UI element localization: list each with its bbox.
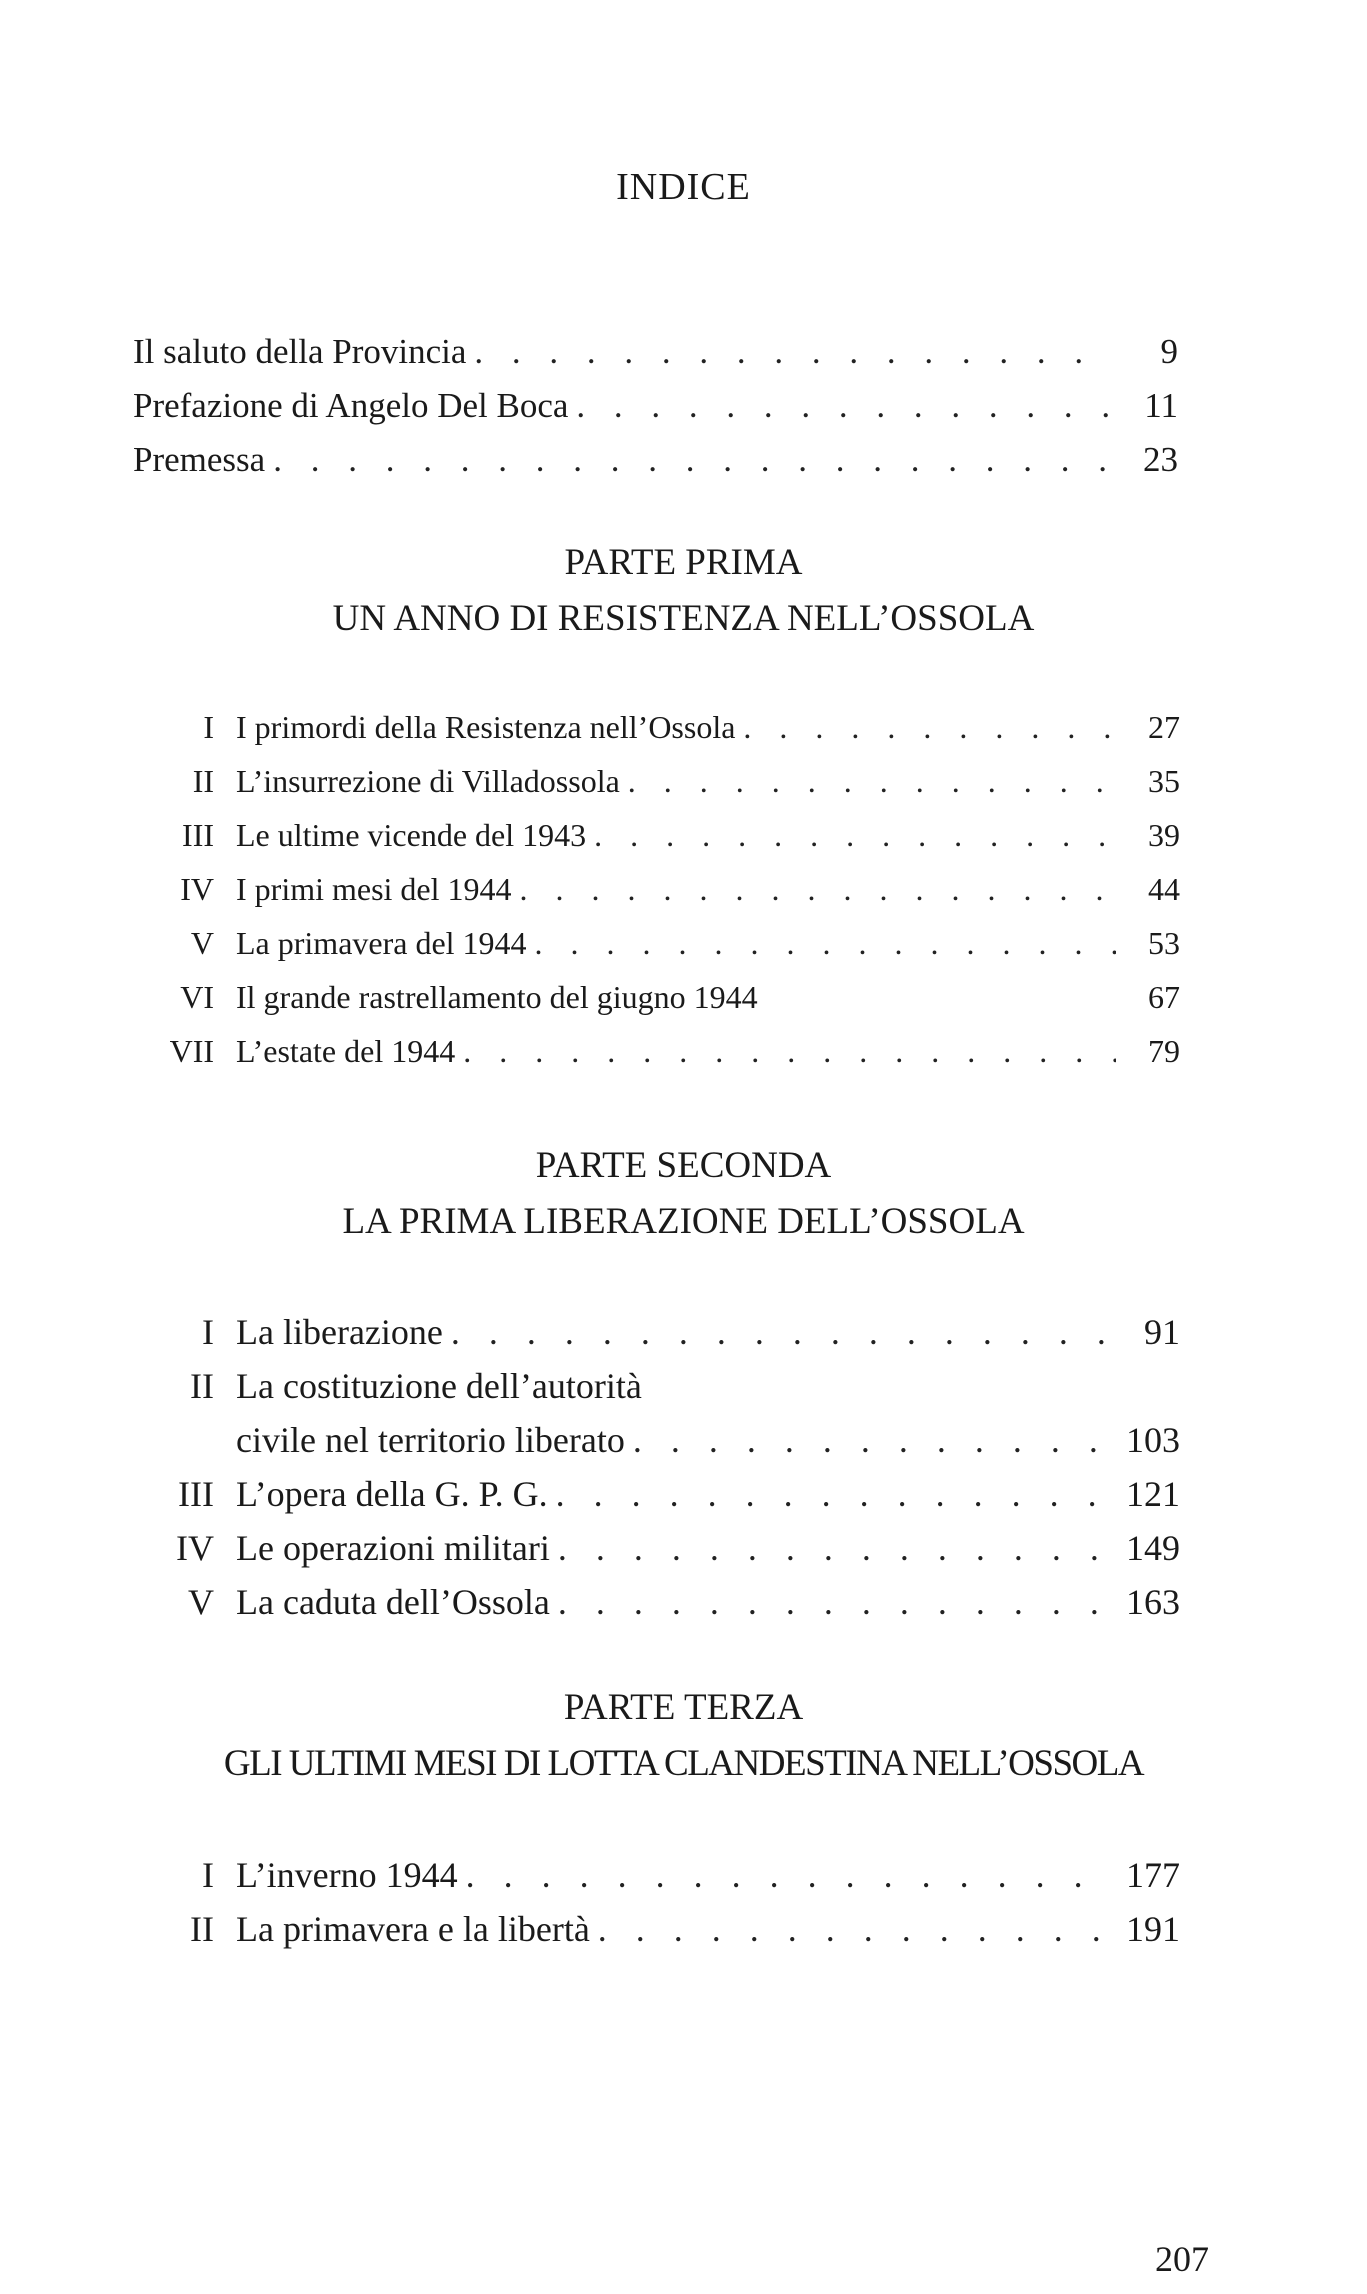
chapter-entry[interactable] bbox=[130, 1024, 1180, 1078]
dot-leader bbox=[535, 916, 1116, 970]
chapter-entry[interactable] bbox=[130, 916, 1180, 970]
chapter-number: IV bbox=[176, 1528, 214, 1568]
page-number: 207 bbox=[1155, 2239, 1209, 2279]
part-two-chapters bbox=[130, 1305, 1180, 1629]
chapter-title: L’opera della G. P. G. bbox=[236, 1474, 548, 1514]
dot-leader bbox=[273, 433, 1114, 487]
chapter-entry[interactable] bbox=[130, 1359, 1180, 1413]
chapter-title: I primi mesi del 1944 bbox=[236, 871, 512, 907]
chapter-entry[interactable] bbox=[130, 1848, 1180, 1902]
part-subtitle: LA PRIMA LIBERAZIONE DELL’OSSOLA bbox=[342, 1201, 1025, 1242]
dot-leader bbox=[633, 1413, 1110, 1467]
chapter-entry[interactable] bbox=[130, 862, 1180, 916]
chapter-title: L’insurrezione di Villadossola bbox=[236, 763, 620, 799]
chapter-page: 163 bbox=[1126, 1582, 1180, 1622]
part-one-heading bbox=[0, 535, 1367, 647]
chapter-title-line2: civile nel territorio liberato bbox=[236, 1420, 625, 1460]
part-title: PARTE SECONDA bbox=[535, 1145, 832, 1186]
chapter-title: I primordi della Resistenza nell’Ossola bbox=[236, 709, 736, 745]
dot-leader bbox=[466, 1848, 1110, 1902]
front-matter-list bbox=[133, 325, 1178, 487]
dot-leader bbox=[520, 862, 1116, 916]
part-two-heading bbox=[0, 1138, 1367, 1250]
index-title: INDICE bbox=[616, 166, 751, 208]
part-subtitle: UN ANNO DI RESISTENZA NELL’OSSOLA bbox=[332, 598, 1035, 639]
chapter-number: IV bbox=[180, 871, 214, 907]
chapter-page: 79 bbox=[1148, 1033, 1180, 1069]
chapter-title: Le ultime vicende del 1943 bbox=[236, 817, 587, 853]
chapter-title: La costituzione dell’autorità bbox=[236, 1366, 642, 1406]
dot-leader bbox=[558, 1521, 1110, 1575]
chapter-number: II bbox=[190, 1909, 214, 1949]
part-three-chapters bbox=[130, 1848, 1180, 1956]
chapter-title: La primavera e la libertà bbox=[236, 1909, 590, 1949]
chapter-entry[interactable] bbox=[130, 1902, 1180, 1956]
entry-page: 9 bbox=[1160, 332, 1178, 371]
chapter-page: 67 bbox=[1148, 979, 1180, 1015]
chapter-number: II bbox=[192, 763, 214, 799]
chapter-title: L’inverno 1944 bbox=[236, 1855, 458, 1895]
dot-leader bbox=[463, 1024, 1116, 1078]
dot-leader bbox=[474, 325, 1114, 379]
chapter-entry[interactable] bbox=[130, 970, 1180, 1024]
entry-text: Premessa bbox=[133, 440, 266, 479]
chapter-number: VII bbox=[169, 1033, 214, 1069]
chapter-page: 39 bbox=[1148, 817, 1180, 853]
chapter-entry[interactable] bbox=[130, 754, 1180, 808]
chapter-number: VI bbox=[180, 979, 214, 1015]
chapter-entry[interactable] bbox=[130, 808, 1180, 862]
entry-text: Il saluto della Provincia bbox=[133, 332, 467, 371]
chapter-page: 53 bbox=[1148, 925, 1180, 961]
dot-leader bbox=[556, 1467, 1110, 1521]
chapter-title: Le operazioni militari bbox=[236, 1528, 550, 1568]
chapter-page: 149 bbox=[1126, 1528, 1180, 1568]
part-one-chapters bbox=[130, 700, 1180, 1078]
toc-entry[interactable] bbox=[133, 433, 1178, 487]
part-three-heading bbox=[0, 1680, 1367, 1792]
chapter-number: I bbox=[202, 1855, 214, 1895]
chapter-number: III bbox=[182, 817, 214, 853]
chapter-page: 27 bbox=[1148, 709, 1180, 745]
chapter-page: 103 bbox=[1126, 1420, 1180, 1460]
chapter-entry[interactable] bbox=[130, 1467, 1180, 1521]
chapter-title: La primavera del 1944 bbox=[236, 925, 527, 961]
part-title: PARTE TERZA bbox=[563, 1687, 804, 1728]
dot-leader bbox=[628, 754, 1116, 808]
chapter-page: 121 bbox=[1126, 1474, 1180, 1514]
chapter-page: 191 bbox=[1126, 1909, 1180, 1949]
chapter-title: L’estate del 1944 bbox=[236, 1033, 456, 1069]
dot-leader bbox=[558, 1575, 1110, 1629]
chapter-entry-continued[interactable] bbox=[130, 1413, 1180, 1467]
dot-leader bbox=[594, 808, 1116, 862]
dot-leader bbox=[451, 1305, 1116, 1359]
entry-page: 23 bbox=[1143, 440, 1178, 479]
toc-entry[interactable] bbox=[133, 379, 1178, 433]
chapter-number: V bbox=[188, 1582, 214, 1622]
chapter-entry[interactable] bbox=[130, 1521, 1180, 1575]
chapter-number: I bbox=[203, 709, 214, 745]
dot-leader bbox=[576, 379, 1114, 433]
chapter-entry[interactable] bbox=[130, 1305, 1180, 1359]
part-title: PARTE PRIMA bbox=[564, 542, 803, 583]
part-subtitle: GLI ULTIMI MESI DI LOTTA CLANDESTINA NELL’OSSOLA bbox=[223, 1743, 1144, 1784]
entry-text: Prefazione di Angelo Del Boca bbox=[133, 386, 569, 425]
chapter-page: 91 bbox=[1144, 1312, 1180, 1352]
chapter-page: 35 bbox=[1148, 763, 1180, 799]
chapter-number: I bbox=[202, 1312, 214, 1352]
entry-page: 11 bbox=[1144, 386, 1178, 425]
dot-leader bbox=[743, 700, 1116, 754]
toc-entry[interactable] bbox=[133, 325, 1178, 379]
chapter-entry[interactable] bbox=[130, 700, 1180, 754]
chapter-number: V bbox=[190, 925, 214, 961]
chapter-title: Il grande rastrellamento del giugno 1944 bbox=[236, 979, 758, 1015]
chapter-page: 44 bbox=[1148, 871, 1180, 907]
chapter-entry[interactable] bbox=[130, 1575, 1180, 1629]
dot-leader bbox=[598, 1902, 1110, 1956]
chapter-number: III bbox=[178, 1474, 214, 1514]
chapter-page: 177 bbox=[1126, 1855, 1180, 1895]
chapter-title: La caduta dell’Ossola bbox=[236, 1582, 550, 1622]
chapter-title: La liberazione bbox=[236, 1312, 443, 1352]
chapter-number: II bbox=[190, 1366, 214, 1406]
